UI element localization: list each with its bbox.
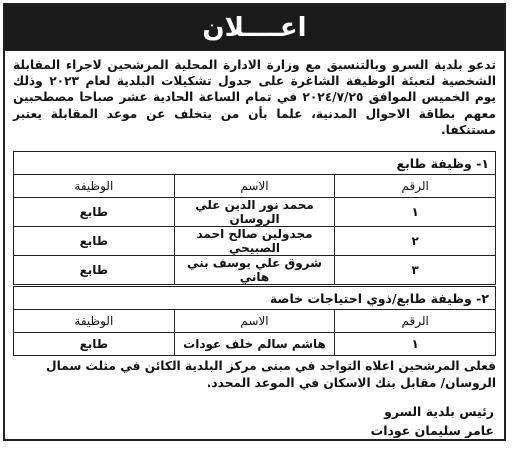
signature-name: عامر سليمان عودات	[370, 423, 494, 438]
candidates-table-2	[13, 286, 496, 356]
candidate-name: هاشم سالم خلف عودات	[174, 333, 335, 356]
announcement-title: اعــــلان	[5, 5, 504, 51]
candidate-name: مجدولين صالح احمد الصبيحي	[174, 227, 335, 256]
table-row	[14, 198, 496, 227]
candidate-job: طابع	[14, 256, 175, 285]
candidate-name: محمد نور الدين علي الروسان	[174, 198, 335, 227]
table-1-header-name: الاسم	[174, 175, 335, 198]
candidates-table-1	[13, 151, 496, 285]
table-row	[14, 333, 496, 356]
row-number: ٣	[335, 256, 496, 285]
row-number: ٢	[335, 227, 496, 256]
closing-paragraph: فعلى المرشحين اعلاه التواجد في مبنى مركز البلدية الكائن في مثلث سمال الروسان/ مقابل بنك الاسكان في الموعد المحدد.	[46, 359, 496, 390]
row-number: ١	[335, 333, 496, 356]
table-row	[14, 227, 496, 256]
table-1-header-no: الرقم	[335, 175, 496, 198]
table-2-header-job: الوظيفة	[14, 310, 175, 333]
signature-title: رئيس بلدية السرو	[384, 404, 494, 419]
candidate-job: طابع	[14, 227, 175, 256]
candidate-job: طابع	[14, 198, 175, 227]
announcement-frame	[3, 3, 506, 441]
table-2-header-no: الرقم	[335, 310, 496, 333]
signature-block	[371, 402, 494, 440]
table-1-caption: ١- وظيفة طابع	[14, 152, 496, 175]
table-2-header-name: الاسم	[174, 310, 335, 333]
intro-paragraph: تدعو بلدية السرو وبالتنسيق مع وزارة الادارة المحلية المرشحين لاجراء المقابلة الشخصية لتعبئة الوظيفة الشاغرة على جدول تشكيلات البلدية لعام ٢٠٢٣ وذلك يوم الخميس الموافق ٢٠٢٤/٧/٢٥ في تمام الساعة الحادية عشر صباحا مصطحبين معهم بطاقة الاحوال المدنية، علما بأن من يتخلف عن موعد المقابلة يعتبر مستنكفا.	[13, 58, 496, 137]
table-2-caption: ٢- وظيفة طابع/ذوي احتياجات خاصة	[14, 287, 496, 310]
row-number: ١	[335, 198, 496, 227]
table-row	[14, 256, 496, 285]
candidate-job: طابع	[14, 333, 175, 356]
candidate-name: شروق علي يوسف بني هاني	[174, 256, 335, 285]
table-1-header-job: الوظيفة	[14, 175, 175, 198]
